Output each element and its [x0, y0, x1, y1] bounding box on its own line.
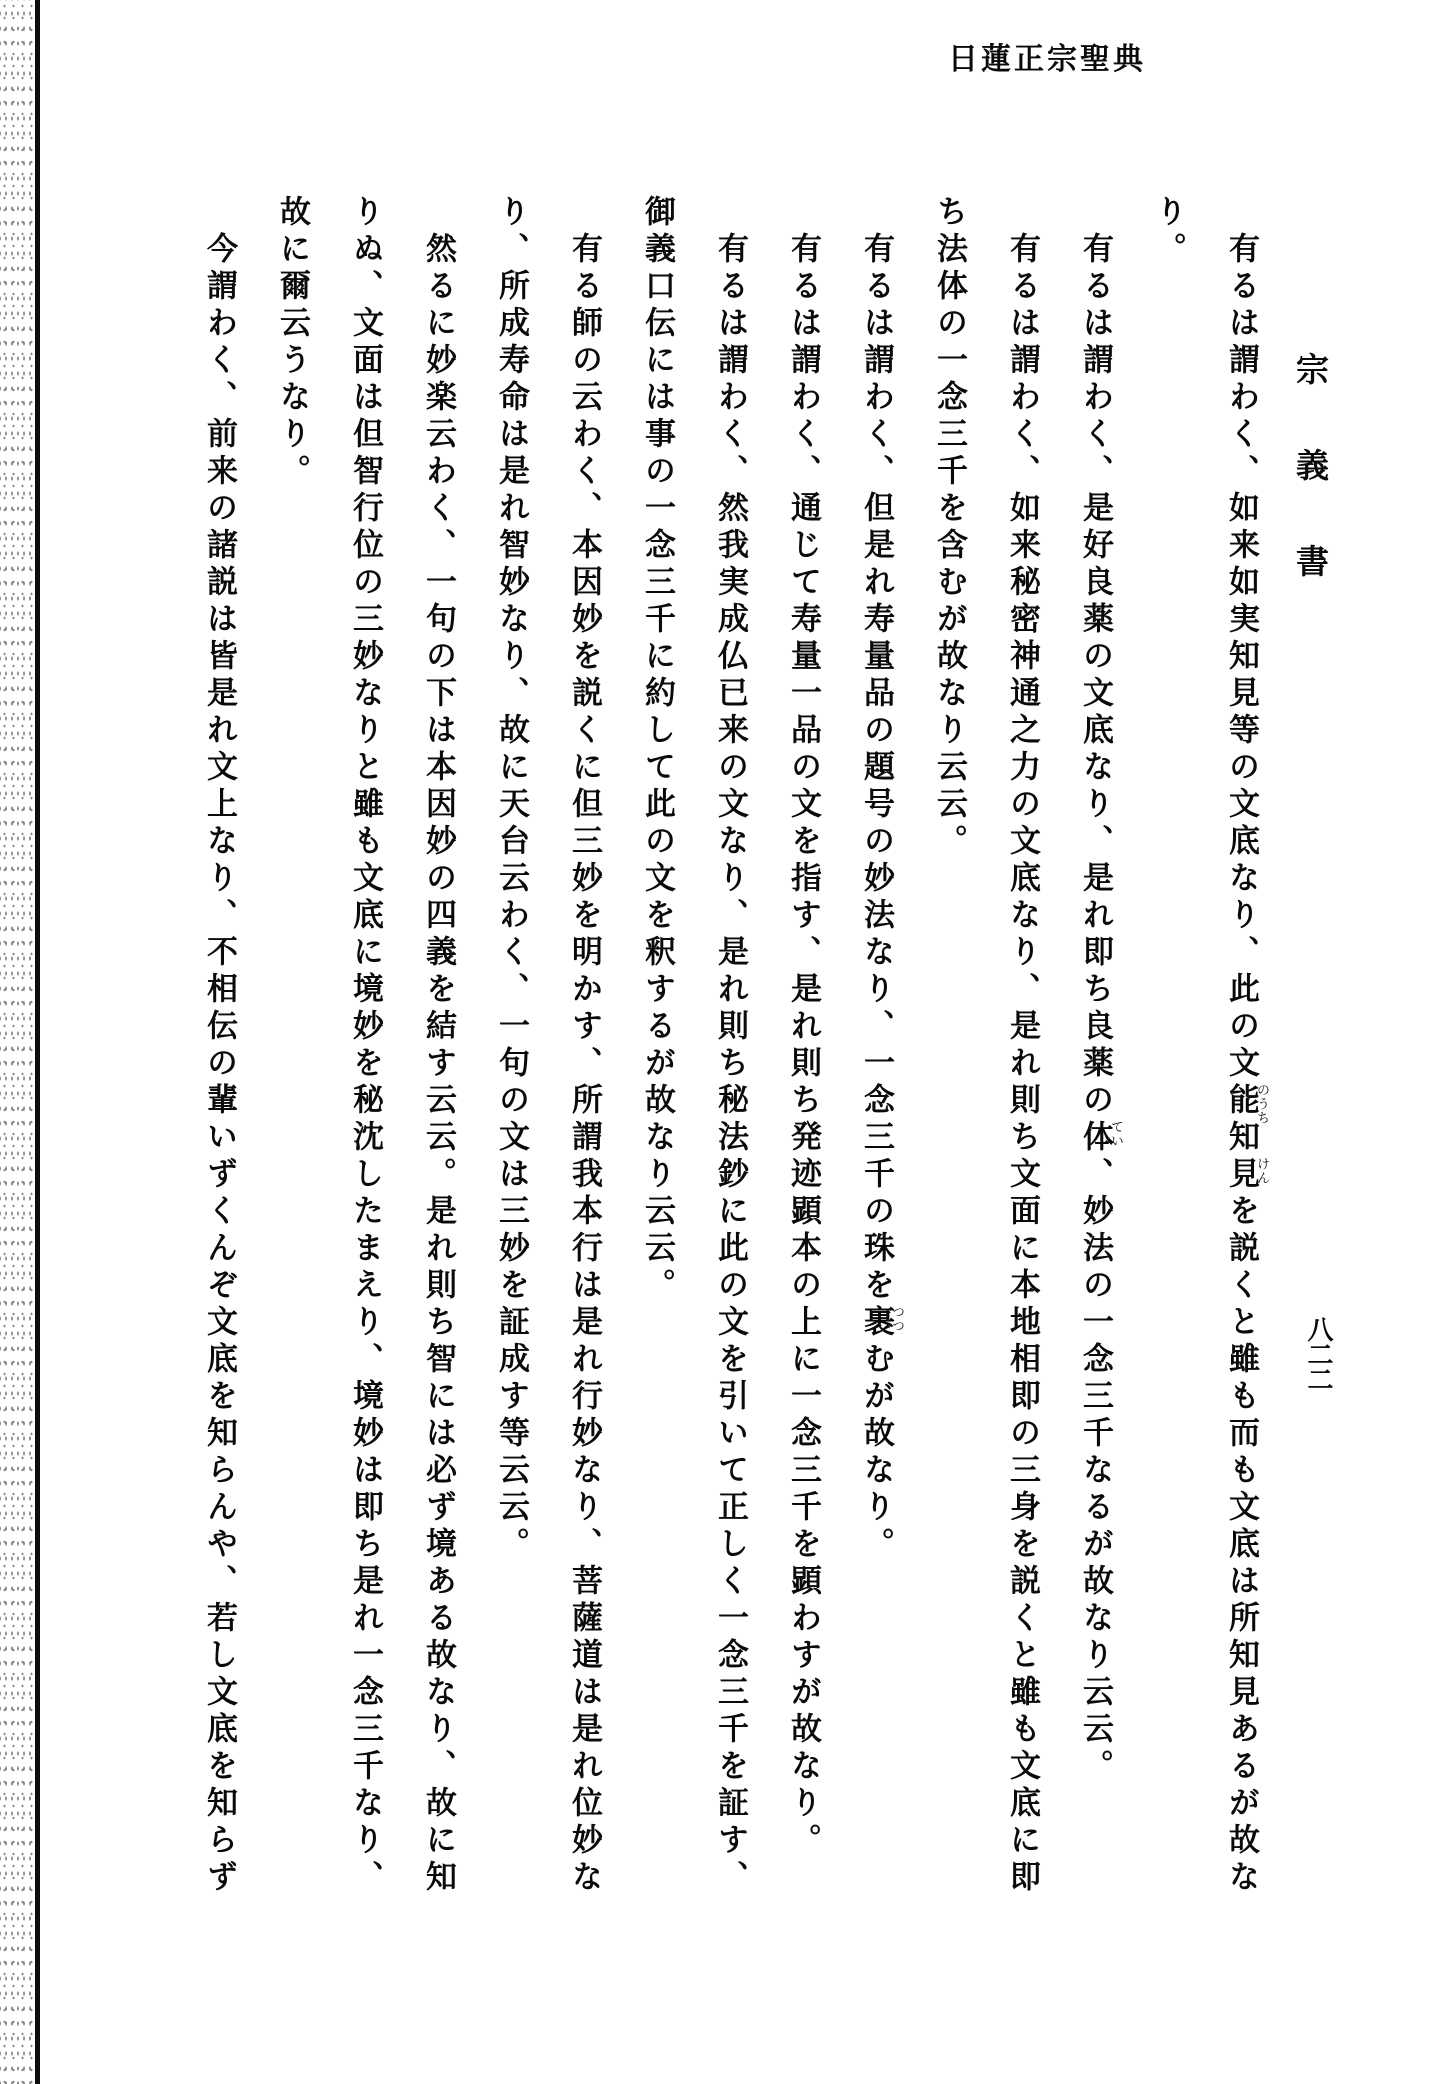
- text-column: [492, 195, 530, 1940]
- text-column: [784, 195, 822, 1940]
- column-text: り。: [1151, 195, 1186, 269]
- column-text: 有るは謂わく、但是れ寿量品の題号の妙法なり、一念三千の珠を裹むが故なり。: [859, 232, 894, 1564]
- column-text: 有るは謂わく、如来如実知見等の文底なり、此の文能知見を説くと雖も而も文底は所知見あるが故な: [1224, 232, 1259, 1897]
- text-column: [419, 195, 457, 1940]
- column-text: 有るは謂わく、如来秘密神通之力の文底なり、是れ則ち文面に本地相即の三身を説くと雖も文底に即: [1005, 232, 1040, 1897]
- column-text: り、所成寿命は是れ智妙なり、故に天台云わく、一句の文は三妙を証成す等云云。: [494, 195, 529, 1564]
- text-column: [930, 195, 968, 1940]
- furigana-annotation: のうち: [1255, 1083, 1270, 1125]
- text-column: [346, 195, 384, 1940]
- column-text: りぬ、文面は但智行位の三妙なりと雖も文底に境妙を秘沈したまえり、境妙は即ち是れ一念三千なり、: [348, 195, 383, 1897]
- column-text: 有る師の云わく、本因妙を説くに但三妙を明かす、所謂我本行は是れ行妙なり、菩薩道は是れ位妙な: [567, 232, 602, 1897]
- column-text: ち法体の一念三千を含むが故なり云云。: [932, 195, 967, 861]
- page-number: 八二二: [1304, 1316, 1333, 1391]
- text-column: [200, 195, 238, 1940]
- text-column: [565, 195, 603, 1940]
- text-column: [711, 195, 749, 1940]
- section-title: 宗義書: [1291, 352, 1327, 640]
- text-column: [1003, 195, 1041, 1940]
- column-text: 有るは謂わく、是好良薬の文底なり、是れ即ち良薬の体、妙法の一念三千なるが故なり云云。: [1078, 232, 1113, 1786]
- column-text: 有るは謂わく、通じて寿量一品の文を指す、是れ則ち発迹顕本の上に一念三千を顕わすが故なり。: [786, 232, 821, 1860]
- furigana-annotation: てい: [1109, 1120, 1124, 1148]
- text-column: [1222, 195, 1270, 1940]
- column-text: 然るに妙楽云わく、一句の下は本因妙の四義を結す云云。是れ則ち智には必ず境ある故なり、故に知: [421, 232, 456, 1897]
- furigana-annotation: つつ: [890, 1305, 905, 1333]
- column-text: 有るは謂わく、然我実成仏已来の文なり、是れ則ち秘法鈔に此の文を引いて正しく一念三千を証す、: [713, 232, 748, 1897]
- edition-title: 日蓮正宗聖典: [948, 43, 1146, 76]
- column-text: 今謂わく、前来の諸説は皆是れ文上なり、不相伝の輩いずくんぞ文底を知らんや、若し文底を知らず: [202, 232, 237, 1897]
- text-column: [273, 195, 311, 1940]
- furigana-annotation: けん: [1255, 1157, 1270, 1185]
- column-text: 故に爾云うなり。: [275, 195, 310, 491]
- text-column: [638, 195, 676, 1940]
- column-text: 御義口伝には事の一念三千に約して此の文を釈するが故なり云云。: [640, 195, 675, 1305]
- text-column: [1149, 195, 1187, 1940]
- text-column: [857, 195, 905, 1940]
- text-column: [1076, 195, 1124, 1940]
